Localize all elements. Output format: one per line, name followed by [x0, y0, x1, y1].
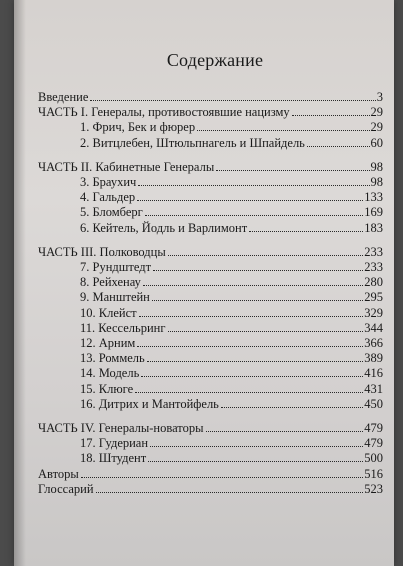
- dot-leader: [139, 316, 364, 317]
- toc-entry-label: 13. Роммель: [80, 351, 145, 366]
- dot-leader: [143, 285, 363, 286]
- toc-page-number: 183: [364, 220, 383, 235]
- section-gap: [38, 151, 383, 160]
- dot-leader: [216, 170, 369, 171]
- toc-entry-label: ЧАСТЬ I. Генералы, противостоявшие нацизму: [38, 105, 290, 120]
- toc-entry-label: 18. Штудент: [80, 451, 147, 466]
- toc-chapter-6: [38, 221, 383, 236]
- toc-chapter-4: [38, 190, 383, 205]
- toc-chapter-8: [38, 275, 383, 290]
- toc-page-number: 416: [364, 366, 383, 381]
- toc-entry-label: 16. Дитрих и Мантойфель: [80, 396, 219, 411]
- dot-leader: [96, 492, 364, 493]
- dot-leader: [150, 446, 363, 447]
- toc-page-number: 98: [370, 175, 383, 190]
- toc-entry-label: Авторы: [38, 466, 79, 481]
- toc-chapter-11: [38, 321, 383, 336]
- toc-page-number: 523: [364, 481, 383, 496]
- toc-chapter-7: [38, 260, 383, 275]
- section-gap: [38, 236, 383, 245]
- toc-page-number: 344: [364, 320, 383, 335]
- dot-leader: [292, 115, 370, 116]
- toc-page-number: 169: [364, 205, 383, 220]
- toc-entry-label: 15. Клюге: [80, 381, 134, 396]
- toc-chapter-14: [38, 366, 383, 381]
- dot-leader: [307, 146, 370, 147]
- toc-page-number: 133: [364, 190, 383, 205]
- dot-leader: [137, 200, 363, 201]
- dot-leader: [152, 300, 363, 301]
- toc-chapter-12: [38, 336, 383, 351]
- toc-page-number: 233: [364, 244, 383, 259]
- dot-leader: [148, 461, 363, 462]
- toc-page-number: 329: [364, 305, 383, 320]
- toc-chapter-13: [38, 351, 383, 366]
- toc-entry-label: 2. Витцлебен, Штюльпнагель и Шпайдель: [80, 135, 305, 150]
- toc-entry-label: 12. Арним: [80, 336, 136, 351]
- toc-page-number: 233: [364, 260, 383, 275]
- toc-entry-label: 14. Модель: [80, 366, 140, 381]
- toc-chapter-17: [38, 436, 383, 451]
- dot-leader: [81, 477, 363, 478]
- toc-page-number: 295: [364, 290, 383, 305]
- toc-entry-label: 10. Клейст: [80, 305, 137, 320]
- dot-leader: [90, 100, 375, 101]
- toc-chapter-10: [38, 306, 383, 321]
- toc-entry-label: 17. Гудериан: [80, 436, 149, 451]
- toc-entry-label: 11. Кессельринг: [80, 320, 166, 335]
- dot-leader: [137, 346, 363, 347]
- toc-chapter-18: [38, 451, 383, 466]
- dot-leader: [141, 376, 363, 377]
- toc-entry-label: 5. Бломберг: [80, 205, 143, 220]
- toc-page-number: 431: [364, 381, 383, 396]
- toc-entry-label: 7. Рундштедт: [80, 260, 152, 275]
- toc-chapter-5: [38, 205, 383, 220]
- toc-chapter-3: [38, 175, 383, 190]
- dot-leader: [168, 331, 364, 332]
- toc-entry-glossary: [38, 482, 383, 497]
- toc-entry-label: 8. Рейхенау: [80, 275, 141, 290]
- toc-page-number: 389: [364, 351, 383, 366]
- table-of-contents: [38, 90, 383, 497]
- toc-entry-authors: [38, 467, 383, 482]
- toc-entry-label: 9. Манштейн: [80, 290, 150, 305]
- dot-leader: [206, 431, 364, 432]
- toc-entry-label: 3. Браухич: [80, 175, 137, 190]
- toc-entry-label: ЧАСТЬ IV. Генералы-новаторы: [38, 421, 204, 436]
- toc-chapter-2: [38, 136, 383, 151]
- toc-entry-label: ЧАСТЬ II. Кабинетные Генералы: [38, 159, 215, 174]
- toc-page-number: 60: [370, 135, 383, 150]
- toc-part-3: [38, 245, 383, 260]
- dot-leader: [197, 130, 369, 131]
- dot-leader: [168, 255, 364, 256]
- section-gap: [38, 412, 383, 421]
- toc-entry-label: 6. Кейтель, Йодль и Варлимонт: [80, 220, 248, 235]
- toc-entry-label: 4. Гальдер: [80, 190, 136, 205]
- dot-leader: [147, 361, 364, 362]
- toc-page-number: 98: [370, 159, 383, 174]
- toc-chapter-16: [38, 397, 383, 412]
- dot-leader: [153, 270, 363, 271]
- toc-page-number: 516: [364, 466, 383, 481]
- toc-page-number: 366: [364, 336, 383, 351]
- toc-part-1: [38, 105, 383, 120]
- dot-leader: [249, 231, 363, 232]
- toc-page-number: 280: [364, 275, 383, 290]
- toc-page-number: 479: [364, 436, 383, 451]
- toc-page-number: 479: [364, 421, 383, 436]
- dot-leader: [221, 407, 363, 408]
- toc-entry-introduction: [38, 90, 383, 105]
- toc-entry-label: Введение: [38, 90, 89, 104]
- toc-page-number: 3: [376, 90, 383, 104]
- dot-leader: [138, 185, 369, 186]
- page-fold-shadow: [14, 0, 26, 566]
- toc-part-4: [38, 421, 383, 436]
- toc-chapter-1: [38, 120, 383, 135]
- toc-chapter-9: [38, 290, 383, 305]
- toc-entry-label: ЧАСТЬ III. Полководцы: [38, 244, 166, 259]
- dot-leader: [145, 215, 363, 216]
- toc-entry-label: Глоссарий: [38, 481, 94, 496]
- toc-page-number: 500: [364, 451, 383, 466]
- toc-chapter-15: [38, 382, 383, 397]
- toc-page-number: 450: [364, 396, 383, 411]
- toc-page-number: 29: [370, 120, 383, 135]
- toc-entry-label: 1. Фрич, Бек и фюрер: [80, 120, 196, 135]
- page-title: Содержание: [166, 50, 264, 70]
- dot-leader: [135, 392, 363, 393]
- toc-page-number: 29: [370, 105, 383, 120]
- toc-part-2: [38, 160, 383, 175]
